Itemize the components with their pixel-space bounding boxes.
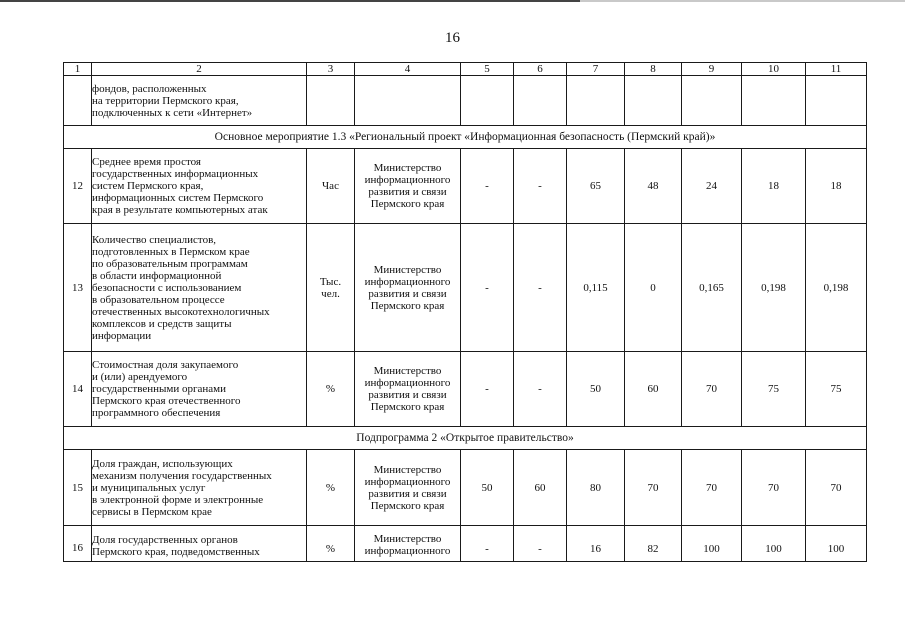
unit-text: Тыс. (319, 275, 342, 288)
value-cell (461, 76, 514, 126)
ministry-line: Пермского края (370, 499, 445, 512)
ministry-line: Пермского края (370, 401, 445, 413)
value-cell: 50 (461, 450, 514, 526)
row-number: 14 (64, 352, 92, 427)
ministry-line: развития и связи (368, 389, 447, 401)
column-number: 4 (355, 63, 461, 76)
indicator-name-cell (92, 149, 307, 224)
indicator-name-line: на территории Пермского края, (92, 94, 239, 107)
ministry-line: Министерство (373, 162, 442, 174)
unit-cell (307, 224, 355, 352)
value-cell: 100 (742, 526, 806, 562)
value-cell: 70 (625, 450, 682, 526)
ministry-line: информационного (364, 377, 451, 389)
row-number-cell (64, 76, 92, 126)
value-cell: 100 (682, 526, 742, 562)
value-cell (806, 76, 867, 126)
ministry-line: информационного (364, 475, 451, 488)
value-cell: 80 (567, 450, 625, 526)
unit-cell (307, 352, 355, 427)
unit-text: % (325, 542, 336, 555)
ministry-line: Министерство (373, 365, 442, 377)
ministry-line: Министерство (373, 533, 442, 545)
ministry-cell (355, 526, 461, 562)
column-number: 5 (461, 63, 514, 76)
value-cell: 60 (625, 352, 682, 427)
indicator-name-line: в электронной форме и электронные (92, 493, 264, 506)
indicator-name-line: Стоимостная доля закупаемого (92, 359, 239, 371)
value-cell: 70 (682, 450, 742, 526)
value-cell: - (514, 526, 567, 562)
column-number: 8 (625, 63, 682, 76)
value-cell: 0,115 (567, 224, 625, 352)
indicator-name-line: механизм получения государственных (92, 469, 272, 482)
ministry-line: Пермского края (370, 299, 445, 312)
value-cell: 0,165 (682, 224, 742, 352)
column-number-header-row (64, 63, 867, 76)
indicator-name-line: информационных систем Пермского (92, 192, 264, 204)
value-cell: 100 (806, 526, 867, 562)
unit-text: % (325, 481, 336, 494)
value-cell: 60 (514, 450, 567, 526)
column-number: 3 (307, 63, 355, 76)
unit-cell (307, 450, 355, 526)
indicator-name-cell (92, 352, 307, 427)
column-number: 1 (64, 63, 92, 76)
value-cell: 0,198 (742, 224, 806, 352)
value-cell: 70 (682, 352, 742, 427)
ministry-cell (355, 149, 461, 224)
indicator-name-line: систем Пермского края, (92, 180, 204, 192)
value-cell (514, 76, 567, 126)
value-cell: 75 (742, 352, 806, 427)
row-number: 13 (64, 224, 92, 352)
ministry-line: развития и связи (368, 287, 447, 300)
indicator-name-line: подготовленных в Пермском крае (92, 245, 250, 258)
indicator-name-line: в области информационной (92, 269, 222, 282)
indicator-name-cell (92, 76, 307, 126)
ministry-cell (355, 76, 461, 126)
unit-text: чел. (321, 287, 340, 300)
value-cell: 50 (567, 352, 625, 427)
value-cell: 18 (806, 149, 867, 224)
value-cell: 70 (806, 450, 867, 526)
indicator-name-line: сервисы в Пермском крае (92, 505, 212, 518)
column-number: 11 (806, 63, 867, 76)
indicator-name-line: комплексов и средств защиты (92, 317, 232, 330)
indicator-name-cell (92, 526, 307, 562)
ministry-line: развития и связи (368, 487, 447, 500)
indicator-name-line: Пермского края отечественного (92, 395, 241, 407)
value-cell (682, 76, 742, 126)
indicator-name-cell (92, 224, 307, 352)
indicator-name-line: информации (92, 329, 152, 342)
unit-text: Час (322, 180, 339, 192)
ministry-line: Пермского края (370, 198, 445, 210)
value-cell: 65 (567, 149, 625, 224)
indicator-name-line: Среднее время простоя (92, 156, 201, 168)
value-cell: 0,198 (806, 224, 867, 352)
value-cell: 48 (625, 149, 682, 224)
ministry-cell (355, 224, 461, 352)
ministry-line: развития и связи (368, 186, 447, 198)
table-row (64, 149, 867, 224)
table-row (64, 224, 867, 352)
indicator-name-line: Количество специалистов, (92, 233, 217, 246)
indicator-name-line: государственных информационных (92, 168, 259, 180)
page-number: 16 (445, 30, 460, 46)
indicator-name-line: государственными органами (92, 383, 227, 395)
unit-cell (307, 526, 355, 562)
value-cell: 24 (682, 149, 742, 224)
indicator-name-line: Доля государственных органов (92, 533, 238, 546)
column-number: 9 (682, 63, 742, 76)
indicator-name-line: по образовательным программам (92, 257, 248, 270)
ministry-line: информационного (364, 545, 451, 557)
indicator-name-line: подключенных к сети «Интернет» (92, 106, 253, 119)
value-cell: - (514, 224, 567, 352)
indicator-name-cell (92, 450, 307, 526)
indicator-name-line: Пермского края, подведомственных (92, 545, 260, 558)
column-number: 2 (92, 63, 307, 76)
indicator-name-line: и (или) арендуемого (92, 371, 188, 383)
indicator-name-line: отечественных высокотехнологичных (92, 305, 270, 318)
value-cell: 0 (625, 224, 682, 352)
value-cell: 18 (742, 149, 806, 224)
row-number: 12 (64, 149, 92, 224)
value-cell: - (461, 224, 514, 352)
indicator-name-line: программного обеспечения (92, 407, 221, 419)
unit-text: % (325, 383, 336, 395)
section-heading: Подпрограмма 2 «Открытое правительство» (64, 427, 867, 450)
column-number: 7 (567, 63, 625, 76)
value-cell: 70 (742, 450, 806, 526)
unit-cell (307, 149, 355, 224)
column-number: 10 (742, 63, 806, 76)
value-cell: - (461, 149, 514, 224)
indicator-name-line: в образовательном процессе (92, 293, 225, 306)
value-cell: - (514, 149, 567, 224)
value-cell: - (461, 352, 514, 427)
value-cell (625, 76, 682, 126)
table-row (64, 450, 867, 526)
unit-cell (307, 76, 355, 126)
page-top-rule-dark (0, 0, 580, 2)
ministry-line: информационного (364, 275, 451, 288)
table-row (64, 526, 867, 562)
ministry-line: Министерство (373, 263, 442, 276)
ministry-line: Министерство (373, 463, 442, 476)
value-cell: 82 (625, 526, 682, 562)
ministry-cell (355, 352, 461, 427)
indicator-name-line: Доля граждан, использующих (92, 457, 233, 470)
indicator-name-line: и муниципальных услуг (92, 481, 206, 494)
value-cell: 16 (567, 526, 625, 562)
section-heading: Основное мероприятие 1.3 «Региональный проект «Информационная безопасность (Пермский край)» (64, 126, 867, 149)
indicator-name-line: безопасности с использованием (92, 281, 242, 294)
value-cell: - (514, 352, 567, 427)
ministry-line: информационного (364, 174, 451, 186)
indicators-table (63, 62, 867, 562)
row-number: 15 (64, 450, 92, 526)
value-cell (567, 76, 625, 126)
value-cell (742, 76, 806, 126)
value-cell: 75 (806, 352, 867, 427)
value-cell: - (461, 526, 514, 562)
row-number: 16 (64, 526, 92, 562)
section-heading-row (64, 126, 867, 149)
section-heading-row (64, 427, 867, 450)
column-number: 6 (514, 63, 567, 76)
indicator-name-line: края в результате компьютерных атак (92, 204, 268, 216)
indicator-name-line: фондов, расположенных (92, 82, 207, 95)
table-row (64, 352, 867, 427)
ministry-cell (355, 450, 461, 526)
table-row-continuation (64, 76, 867, 126)
